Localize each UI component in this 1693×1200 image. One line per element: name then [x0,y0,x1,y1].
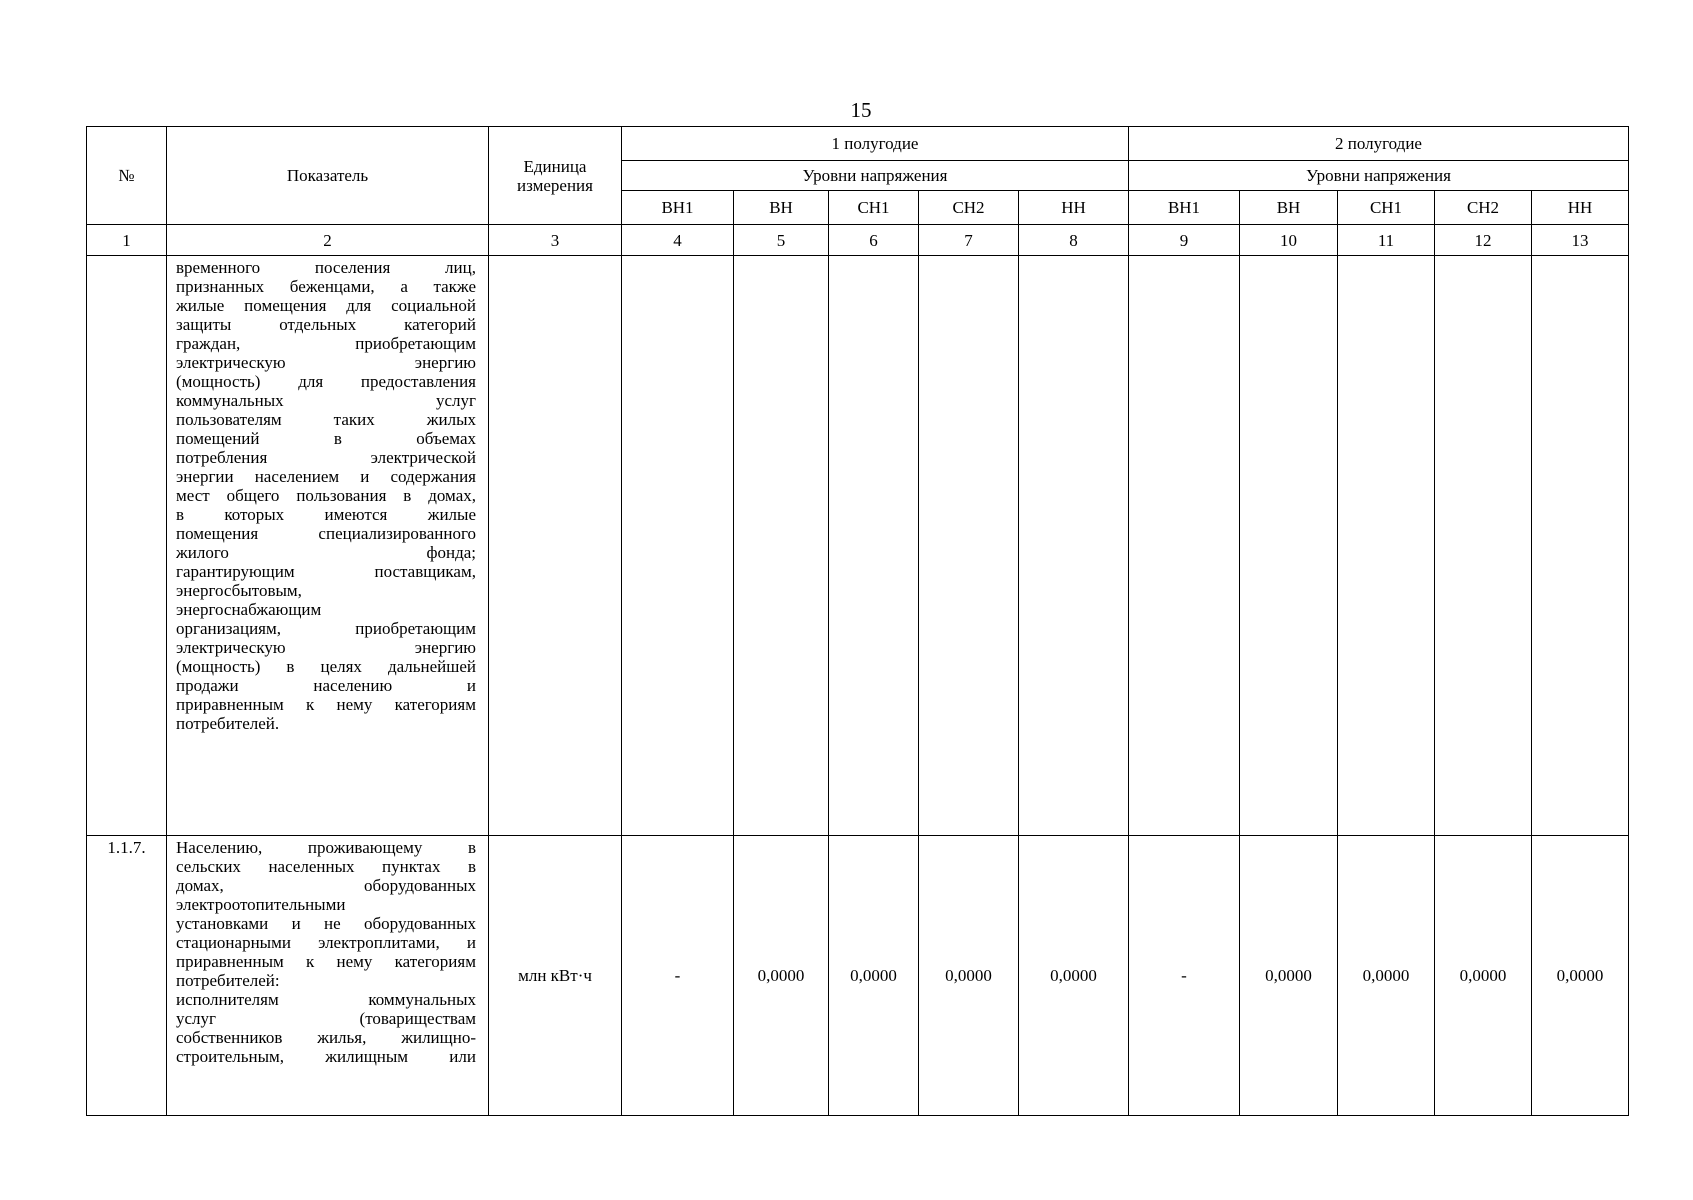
column-number: 12 [1435,225,1532,256]
value-cell: 0,0000 [829,836,919,1116]
description-line: гарантирующим поставщикам, [176,562,476,581]
description-line: жилого фонда; [176,543,476,562]
table-row [87,256,1629,836]
value-cell: 0,0000 [1532,836,1629,1116]
value-cell [1019,256,1129,836]
row-unit: млн кВт·ч [489,836,622,1116]
value-cell: 0,0000 [1338,836,1435,1116]
value-cell: 0,0000 [1019,836,1129,1116]
header-indicator: Показатель [167,127,489,225]
column-number: 5 [734,225,829,256]
description-line: мест общего пользования в домах, [176,486,476,505]
description-line: энергосбытовым, [176,581,302,600]
description-line: сельских населенных пунктах в [176,857,476,876]
value-cell [919,256,1019,836]
value-cell [1240,256,1338,836]
indicators-table [86,126,1629,1116]
value-cell: 0,0000 [1240,836,1338,1116]
description-line: строительным, жилищным или [176,1047,476,1066]
value-cell [734,256,829,836]
description-line: домах, оборудованных [176,876,476,895]
value-cell: 0,0000 [919,836,1019,1116]
value-cell [1129,256,1240,836]
column-number: 3 [489,225,622,256]
column-number-row [87,225,1629,256]
description-line: энергоснабжающим [176,600,322,619]
row-number: 1.1.7. [87,836,167,1116]
description-line: стационарными электроплитами, и [176,933,476,952]
row-unit [489,256,622,836]
header-half-2: 2 полугодие [1129,127,1629,161]
column-number: 8 [1019,225,1129,256]
row-number [87,256,167,836]
value-cell [1532,256,1629,836]
column-number: 6 [829,225,919,256]
description-line: жилые помещения для социальной [176,296,476,315]
description-line: приравненным к нему категориям [176,952,476,971]
header-row-1 [87,127,1629,161]
value-cell [1338,256,1435,836]
page-number: 15 [850,98,872,122]
value-cell: 0,0000 [734,836,829,1116]
header-unit: Единица измерения [489,127,622,225]
description-line: потребителей. [176,714,280,733]
header-voltage-levels-1: Уровни напряжения [622,161,1129,191]
description-line: пользователям таких жилых [176,410,476,429]
header-level: СН2 [1435,191,1532,225]
description-line: электроотопительными [176,895,346,914]
description-line: электрическую энергию [176,638,476,657]
header-level: ВН [734,191,829,225]
description-line: в которых имеются жилые [176,505,476,524]
description-line: временного поселения лиц, [176,258,476,277]
header-number: № [87,127,167,225]
value-cell: - [622,836,734,1116]
header-voltage-levels-2: Уровни напряжения [1129,161,1629,191]
column-number: 11 [1338,225,1435,256]
column-number: 10 [1240,225,1338,256]
value-cell [1435,256,1532,836]
header-level: НН [1532,191,1629,225]
column-number: 7 [919,225,1019,256]
description-line: граждан, приобретающим [176,334,476,353]
column-number: 2 [167,225,489,256]
description-line: потребителей: [176,971,280,990]
column-number: 4 [622,225,734,256]
header-level: ВН1 [622,191,734,225]
description-line: организациям, приобретающим [176,619,476,638]
description-line: услуг (товариществам [176,1009,476,1028]
column-number: 1 [87,225,167,256]
value-cell: 0,0000 [1435,836,1532,1116]
header-half-1: 1 полугодие [622,127,1129,161]
header-level: СН1 [1338,191,1435,225]
description-line: собственников жилья, жилищно- [176,1028,476,1047]
description-line: продажи населению и [176,676,476,695]
description-line: коммунальных услуг [176,391,476,410]
header-level: ВН [1240,191,1338,225]
value-cell [622,256,734,836]
description-line: помещения специализированного [176,524,476,543]
header-level: СН1 [829,191,919,225]
header-level: ВН1 [1129,191,1240,225]
column-number: 13 [1532,225,1629,256]
table-row [87,836,1629,1116]
description-line: установками и не оборудованных [176,914,476,933]
description-line: признанных беженцами, а также [176,277,476,296]
description-line: исполнителям коммунальных [176,990,476,1009]
description-line: (мощность) для предоставления [176,372,476,391]
description-line: (мощность) в целях дальнейшей [176,657,476,676]
column-number: 9 [1129,225,1240,256]
header-level: НН [1019,191,1129,225]
description-line: помещений в объемах [176,429,476,448]
description-line: приравненным к нему категориям [176,695,476,714]
value-cell: - [1129,836,1240,1116]
description-line: энергии населением и содержания [176,467,476,486]
description-line: электрическую энергию [176,353,476,372]
row-description [167,836,489,1116]
row-description [167,256,489,836]
description-line: защиты отдельных категорий [176,315,476,334]
value-cell [829,256,919,836]
description-line: Населению, проживающему в [176,838,476,857]
header-level: СН2 [919,191,1019,225]
description-line: потребления электрической [176,448,476,467]
